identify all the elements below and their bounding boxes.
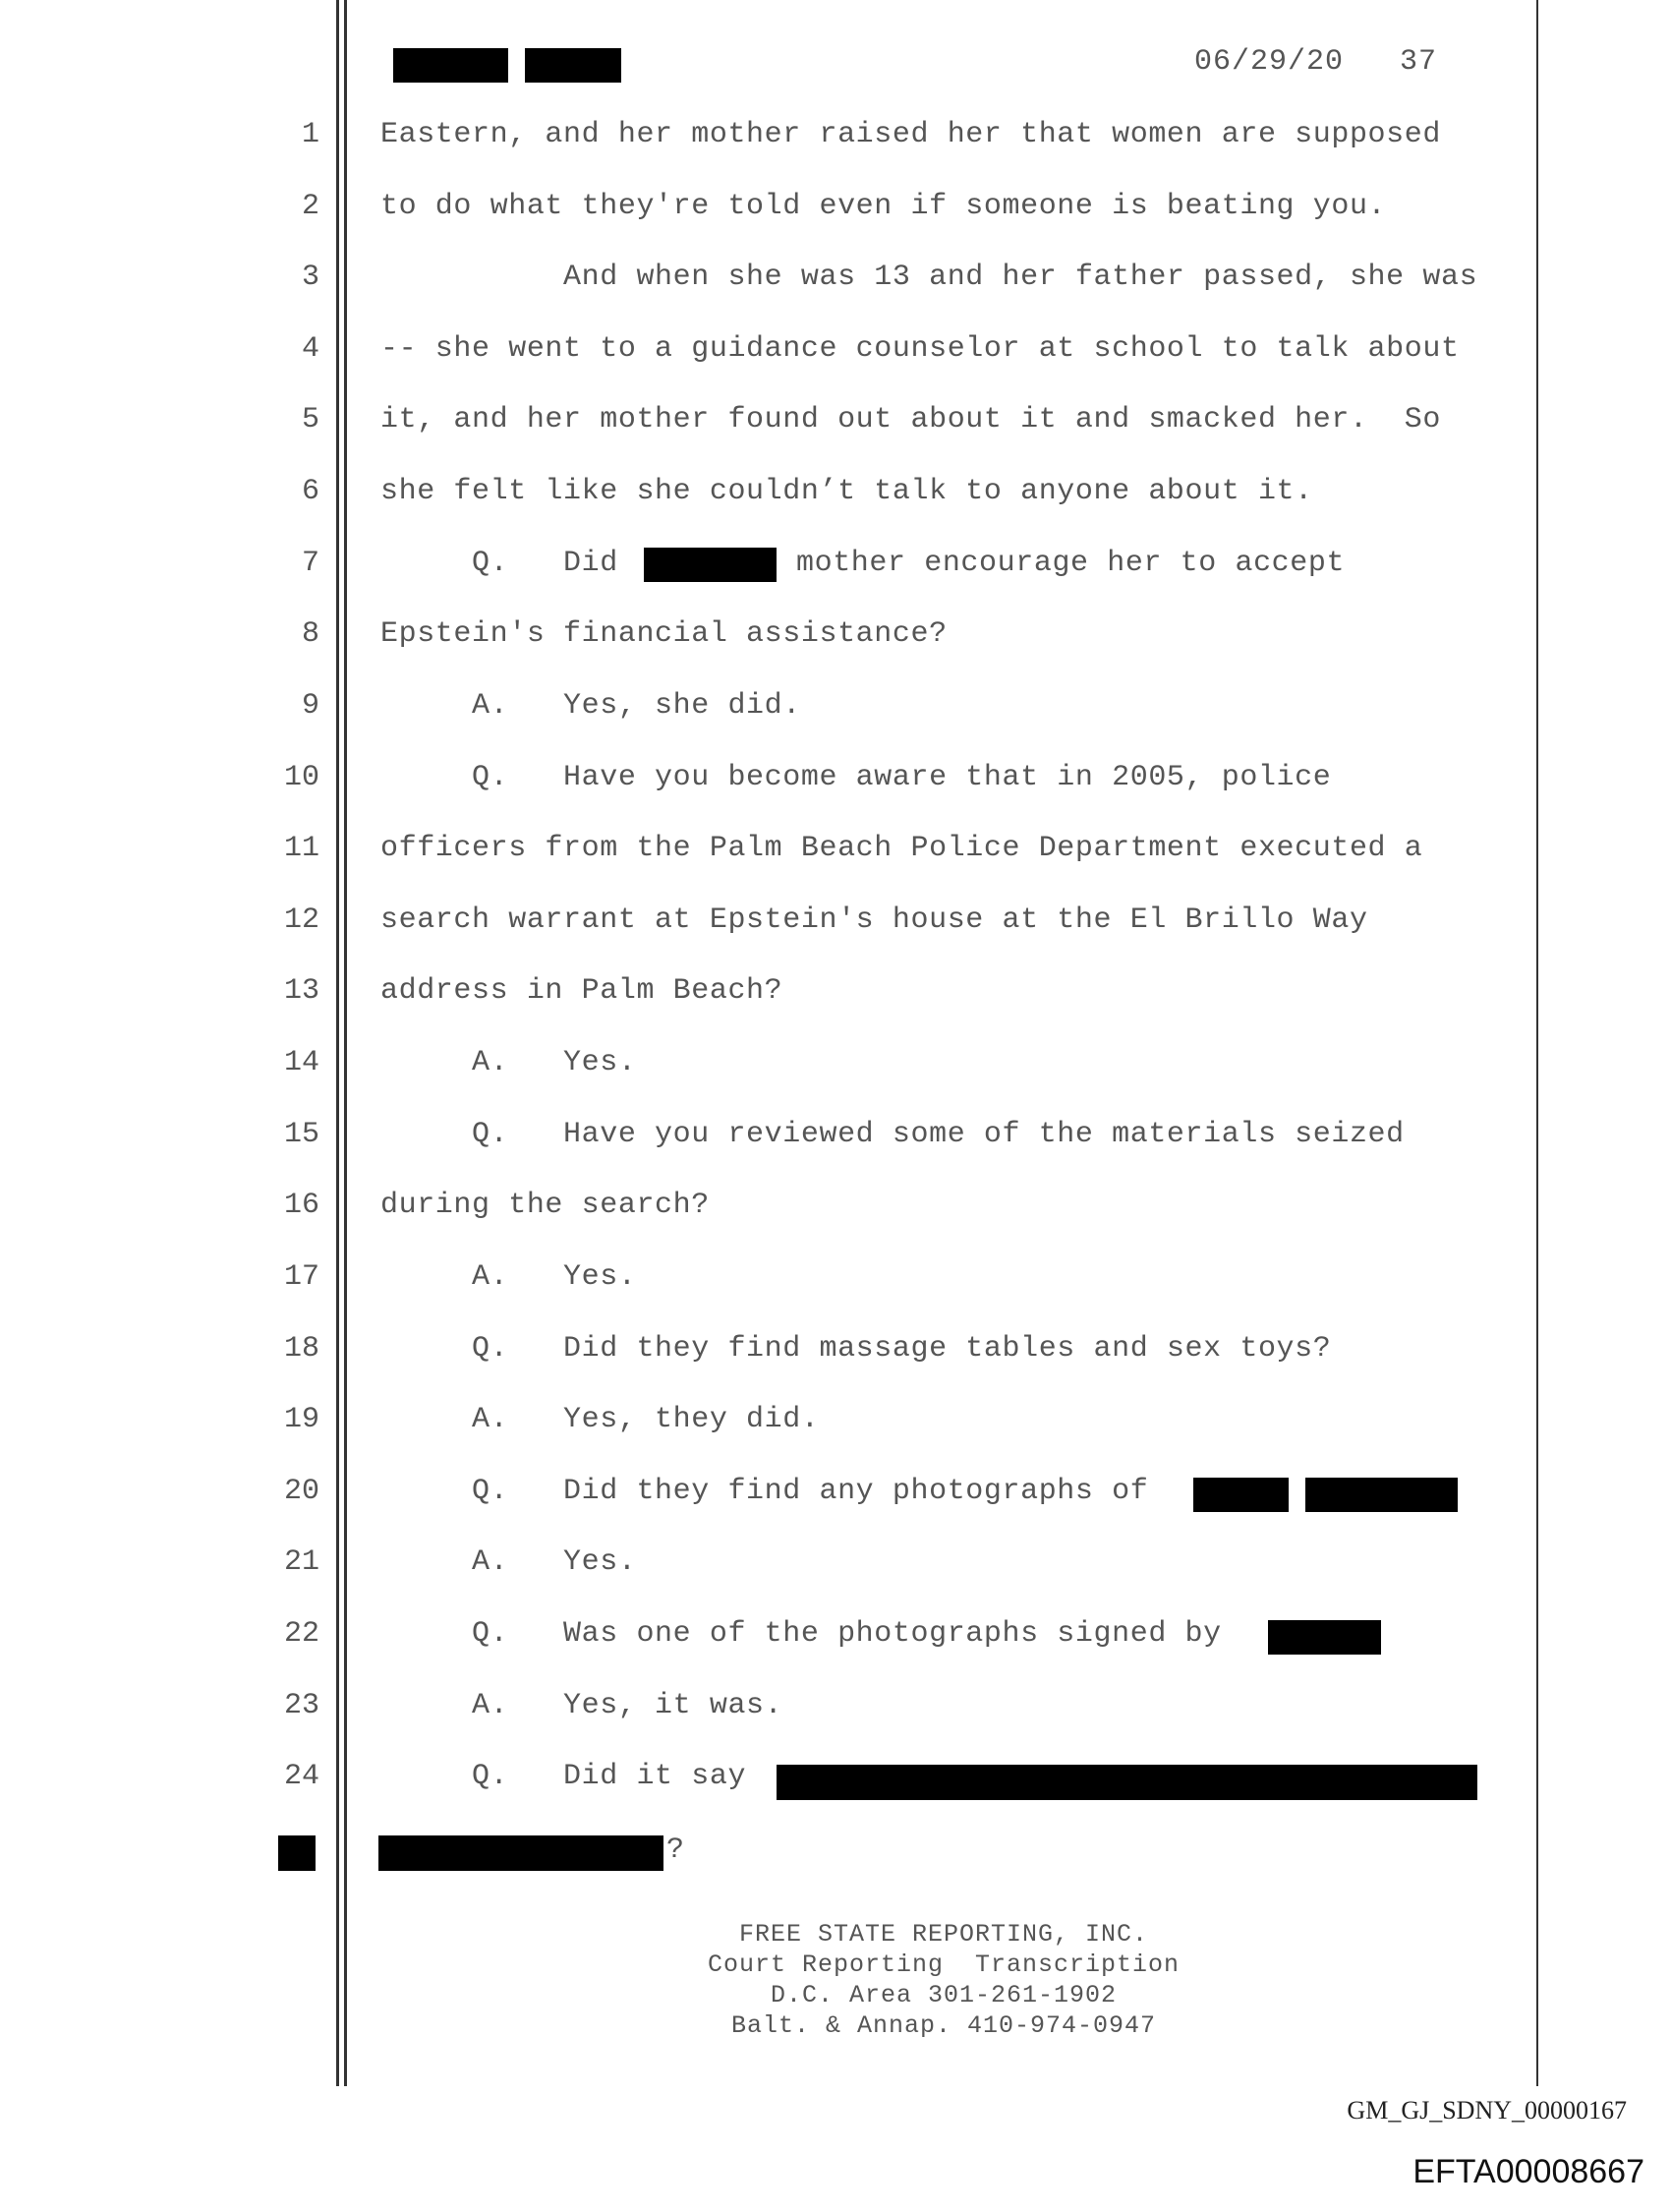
line-number: 15 [283, 1118, 319, 1151]
transcript-line: A. Yes. [380, 1545, 637, 1579]
line-number: 10 [283, 761, 319, 794]
page-header [1194, 45, 1437, 79]
line-number: 16 [283, 1189, 319, 1222]
line-number: 24 [283, 1760, 319, 1793]
line-number: 19 [283, 1403, 319, 1436]
transcript-line: it, and her mother found out about it and smacked her. So [380, 403, 1441, 437]
redaction-box-name [644, 548, 777, 582]
right-margin-rule [1536, 0, 1538, 2086]
footer-balt-phone: Balt. & Annap. 410-974-0947 [730, 2011, 1157, 2040]
bates-number: GM_GJ_SDNY_00000167 [1347, 2096, 1627, 2125]
transcript-line: A. Yes, she did. [380, 689, 801, 723]
line-number: 2 [301, 190, 319, 223]
transcript-line: to do what they're told even if someone is beating you. [380, 190, 1387, 223]
redaction-box-first-name [1193, 1478, 1289, 1512]
line-number: 4 [301, 332, 319, 366]
line-number: 14 [283, 1046, 319, 1079]
transcript-line: A. Yes, it was. [380, 1689, 783, 1722]
line-number: 22 [283, 1617, 319, 1651]
transcript-line-continued: mother encourage her to accept [796, 547, 1346, 580]
footer-company: FREE STATE REPORTING, INC. [738, 1920, 1149, 1949]
transcript-line: search warrant at Epstein's house at the El Brillo Way [380, 903, 1368, 937]
left-margin-rule [336, 0, 339, 2086]
transcript-line: A. Yes. [380, 1260, 637, 1294]
transcript-line: she felt like she couldn’t talk to anyone about it. [380, 475, 1313, 508]
line-number: 9 [301, 689, 319, 723]
efta-number: EFTA00008667 [1412, 2153, 1644, 2190]
transcript-line: during the search? [380, 1189, 710, 1222]
transcript-line: A. Yes, they did. [380, 1403, 820, 1436]
transcript-line: Q. Have you reviewed some of the materials seized [380, 1118, 1405, 1151]
line-number: 17 [283, 1260, 319, 1294]
line-number: 3 [301, 261, 319, 294]
transcript-line: Epstein's financial assistance? [380, 617, 948, 651]
transcript-line: Q. Did they find any photographs of [380, 1475, 1149, 1508]
transcript-line: A. Yes. [380, 1046, 637, 1079]
line-number: 1 [301, 118, 319, 151]
line-number: 23 [283, 1689, 319, 1722]
reporting-footer [550, 1919, 1337, 2041]
transcript-line: Q. Have you become aware that in 2005, police [380, 761, 1332, 794]
left-margin-rule-inner [344, 0, 347, 2086]
header-date: 06/29/20 [1194, 45, 1345, 79]
transcript-line: And when she was 13 and her father passed, she was [380, 261, 1478, 294]
transcript-line: -- she went to a guidance counselor at school to talk about [380, 332, 1460, 366]
transcript-line: Eastern, and her mother raised her that women are supposed [380, 118, 1441, 151]
redaction-box-last-name [1305, 1478, 1458, 1512]
transcript-line-continuation: ? [666, 1834, 685, 1867]
transcript-line: address in Palm Beach? [380, 974, 783, 1008]
redaction-box-quote-continued [378, 1835, 663, 1871]
line-number: 7 [301, 547, 319, 580]
footer-services: Court Reporting Transcription [707, 1950, 1181, 1979]
redaction-box-header-2 [525, 48, 621, 83]
line-number: 18 [283, 1332, 319, 1366]
transcript-line: Q. Was one of the photographs signed by [380, 1617, 1222, 1651]
transcript-line: officers from the Palm Beach Police Department executed a [380, 832, 1423, 865]
redaction-box-header-1 [393, 48, 508, 83]
line-number: 21 [283, 1545, 319, 1579]
redaction-box-quote [777, 1765, 1477, 1800]
line-number: 12 [283, 903, 319, 937]
line-number: 13 [283, 974, 319, 1008]
footer-dc-phone: D.C. Area 301-261-1902 [770, 1981, 1118, 2009]
redaction-box-line-number [278, 1835, 316, 1871]
line-number: 8 [301, 617, 319, 651]
transcript-line: Q. Did they find massage tables and sex toys? [380, 1332, 1332, 1366]
line-number: 11 [283, 832, 319, 865]
transcript-line: Q. Did [380, 547, 618, 580]
page-number: 37 [1400, 45, 1438, 79]
transcript-line: Q. Did it say [380, 1760, 747, 1793]
line-number: 6 [301, 475, 319, 508]
redaction-box-signer [1268, 1620, 1381, 1655]
line-number: 5 [301, 403, 319, 437]
line-number: 20 [283, 1475, 319, 1508]
